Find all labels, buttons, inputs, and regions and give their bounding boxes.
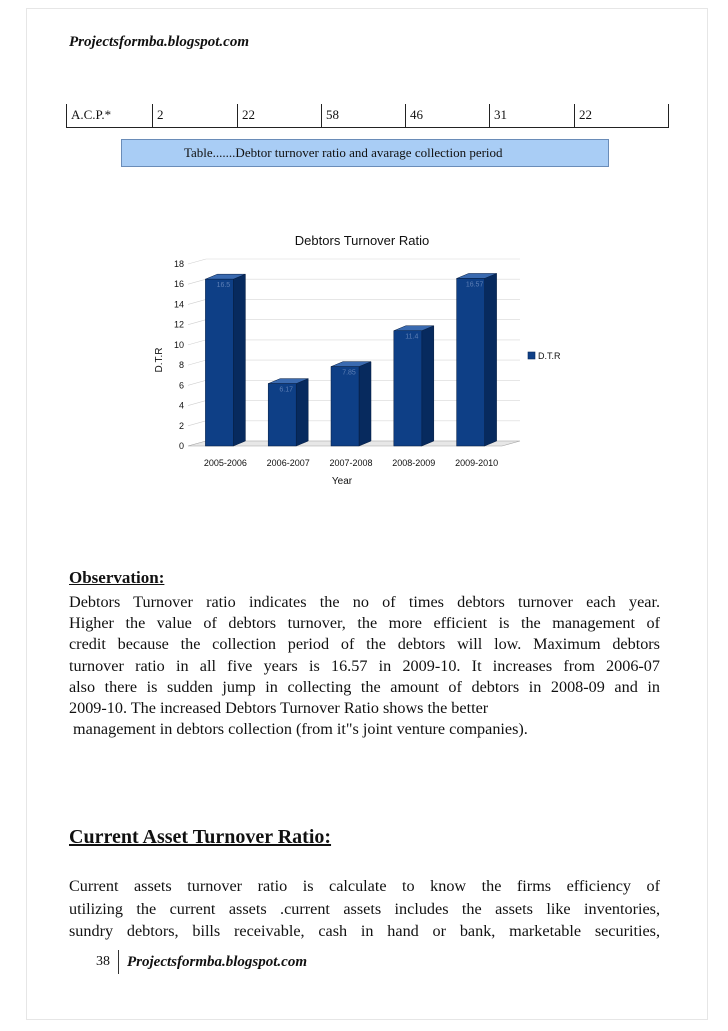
acp-cell-2006-2007: 22 — [237, 104, 321, 127]
chart-bar-side — [296, 379, 308, 446]
chart-legend-swatch — [528, 352, 535, 359]
observation-heading: Observation: — [69, 568, 165, 587]
observation-line: Higher the value of debtors turnover, the more efficient is the management of — [69, 614, 660, 633]
chart-y-tick-label: 6 — [178, 380, 184, 391]
chart-y-tick-label: 10 — [173, 339, 184, 350]
acp-cell-2008-2009: 46 — [405, 104, 489, 127]
chart-gridline — [188, 360, 206, 365]
chart-y-tick-label: 0 — [178, 441, 184, 451]
debtors-turnover-chart — [130, 224, 600, 494]
current-asset-heading: Current Asset Turnover Ratio: — [69, 826, 332, 848]
chart-bar — [205, 279, 233, 446]
observation-line: Debtors Turnover ratio indicates the no of times debtors turnover each year. — [69, 593, 660, 611]
chart-bar-side — [233, 274, 245, 446]
footer-divider — [118, 950, 119, 974]
observation-line: 2009-10. The increased Debtors Turnover Ratio shows the better — [69, 699, 489, 718]
chart-gridline — [188, 259, 206, 264]
chart-x-axis-label: Year — [331, 476, 353, 487]
chart-data-label: 16.5 — [216, 282, 231, 290]
chart-gridline — [188, 279, 206, 284]
acp-cell-2009-2010: 31 — [489, 104, 574, 127]
chart-bar-side — [485, 273, 497, 446]
chart-y-tick-label: 18 — [173, 259, 184, 269]
chart-y-ticks — [174, 259, 184, 451]
chart-gridline — [188, 299, 206, 304]
observation-text — [69, 592, 660, 740]
chart-gridline — [188, 401, 206, 406]
chart-x-tick-label: 2007-2008 — [329, 458, 373, 468]
chart-bar-side — [359, 362, 371, 446]
chart-x-tick-label: 2009-2010 — [455, 458, 499, 468]
observation-line: management in debtors collection (from it"s joint venture companies). — [69, 720, 528, 739]
observation-line: also there is sudden jump in collecting the amount of debtors in 2008-09 and in — [69, 677, 660, 696]
footer-page-number: 38 — [96, 954, 110, 969]
chart-y-axis-label: D.T.R — [154, 347, 165, 373]
observation-line: credit because the collection period of the debtors will low. Maximum debtors — [69, 635, 660, 654]
observation-line: turnover ratio in all five years is 16.57 in 2009-10. It increases from 2006-07 — [69, 656, 660, 675]
chart-x-tick-label: 2008-2009 — [392, 458, 436, 468]
chart-x-tick-label: 2005-2006 — [203, 458, 247, 468]
chart-gridline — [188, 421, 206, 426]
current-asset-line: Current assets turnover ratio is calculate to know the firms efficiency of — [69, 877, 660, 895]
chart-x-tick-label: 2006-2007 — [266, 458, 310, 468]
chart-x-ticks — [204, 458, 498, 468]
chart-y-tick-label: 16 — [173, 279, 184, 290]
page-footer — [96, 950, 307, 974]
acp-table-row — [66, 104, 669, 128]
current-asset-line: utilizing the current assets .current assets includes the assets like inventories, — [69, 899, 660, 918]
acp-row-label: A.C.P.* — [66, 104, 152, 127]
chart-y-tick-label: 4 — [178, 400, 184, 411]
chart-gridline — [188, 380, 206, 385]
chart-legend-label: D.T.R — [538, 351, 561, 361]
header-site-name: Projectsformba.blogspot.com — [69, 34, 249, 50]
chart-title: Debtors Turnover Ratio — [294, 233, 430, 248]
chart-y-tick-label: 2 — [178, 420, 184, 431]
chart-gridline — [188, 320, 206, 325]
chart-data-label: 11.4 — [405, 333, 419, 341]
chart-data-label: 16.57 — [465, 281, 484, 289]
chart-gridline — [188, 340, 206, 345]
footer-site-name: Projectsformba.blogspot.com — [127, 953, 307, 970]
chart-y-tick-label: 12 — [173, 319, 184, 330]
chart-bar — [394, 331, 422, 446]
chart-bar — [331, 367, 359, 446]
table-caption: Table.......Debtor turnover ratio and avarage collection period — [121, 139, 609, 167]
chart-y-tick-label: 8 — [178, 360, 184, 371]
acp-cell-2005-2006: 2 — [152, 104, 237, 127]
chart-data-label: 6.17 — [279, 386, 294, 394]
chart-bar — [457, 278, 485, 446]
acp-cell-2007-2008: 58 — [321, 104, 405, 127]
chart-y-tick-label: 14 — [173, 299, 184, 310]
current-asset-text — [69, 875, 660, 943]
acp-cell-average: 22 — [574, 104, 668, 127]
chart-bar-side — [422, 326, 434, 446]
chart-data-label: 7.85 — [342, 369, 356, 377]
current-asset-line: sundry debtors, bills receivable, cash in hand or bank, marketable securities, — [69, 922, 660, 940]
